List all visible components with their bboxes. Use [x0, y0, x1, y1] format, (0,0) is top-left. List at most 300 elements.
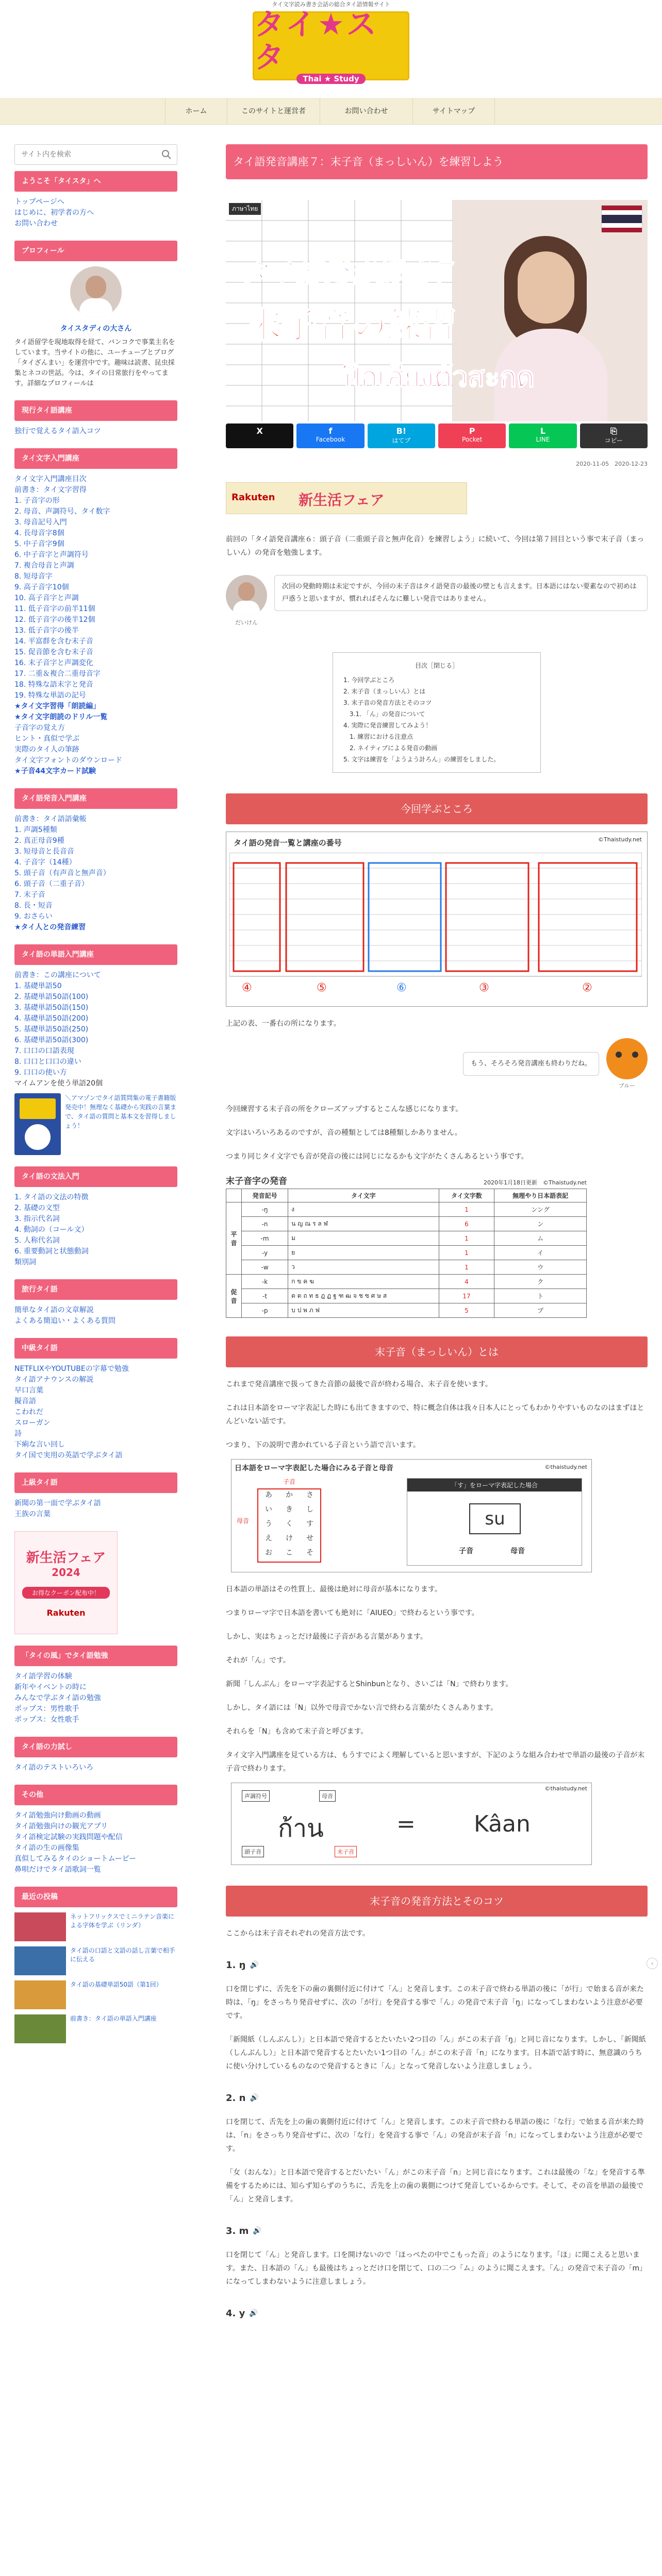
subheading-text: 4. y	[226, 2308, 245, 2319]
kana-grid	[257, 1488, 321, 1563]
share-bar	[226, 423, 648, 448]
table-cell: ク	[494, 1275, 587, 1289]
section-heading-1: 今回学ぶところ	[226, 793, 648, 824]
search-box	[14, 144, 177, 165]
share-icon: L	[540, 426, 546, 436]
speaker-icon[interactable]: 🔊	[249, 2309, 258, 2317]
grammar-link[interactable]: 類別詞	[14, 1258, 36, 1266]
share-label: はてブ	[392, 437, 411, 444]
kana-cell: せ	[306, 1534, 313, 1543]
pronounce-link[interactable]: 前書き：タイ語語彙帳	[14, 815, 87, 823]
basics-link[interactable]: 16. 末子音字と声調変化	[14, 659, 93, 667]
subheading-ng	[226, 1958, 648, 1972]
other-head: その他	[14, 1785, 177, 1805]
study-link[interactable]: みんなで学ぶタイ語の勉強	[14, 1694, 101, 1702]
table-cell: น ญ ณ ร ล ฬ	[288, 1217, 439, 1231]
profile-avatar	[70, 266, 122, 318]
table-row	[226, 1217, 587, 1231]
post-dates: 2020-11-05 2020-12-23	[576, 461, 648, 467]
ad-coupon: お得なクーポン配布中！	[22, 1587, 110, 1599]
nav-home[interactable]: ホーム	[165, 98, 227, 125]
paragraph: タイ文字入門講座を見ている方は、もうすでによく理解していると思いますが、下記のような組み合わせで単語の最後の子音が末子音で終わります。	[226, 1751, 645, 1773]
table-row	[226, 1303, 587, 1318]
section-heading-3: 末子音の発音方法とそのコツ	[226, 1886, 648, 1917]
basics-link[interactable]: 4. 長母音字8個	[14, 529, 64, 537]
chart1-site: ©Thaistudy.net	[598, 836, 642, 843]
share-button[interactable]	[226, 423, 293, 448]
vocab-link[interactable]: 4. 基礎単語50語(200)	[14, 1014, 89, 1023]
welcome-link[interactable]: お問い合わせ	[14, 219, 58, 228]
speech-bubble: 次回の発動時期は未定ですが、今回の末子音はタイ語発音の最後の壁とも言えます。日本語にはない要素なので初めは戸惑うと思いますが、慣れればそんなに難しい発音ではありません。	[274, 575, 648, 611]
toc-item[interactable]: 2. 末子音（まっしいん）とは	[343, 688, 426, 695]
pronounce-widget	[14, 788, 177, 933]
share-button[interactable]	[580, 423, 648, 448]
pronunciation-chart-image	[226, 832, 648, 1007]
kana-cell: さ	[306, 1491, 313, 1499]
nav-about[interactable]: このサイトと運営者	[227, 98, 320, 125]
table-cell: イ	[494, 1246, 587, 1260]
basics-link[interactable]: 11. 低子音字の前半11個	[14, 605, 95, 613]
pronounce-link[interactable]: 9. おさらい	[14, 912, 53, 921]
basics-link[interactable]: 子音字の覚え方	[14, 724, 65, 732]
test-widget	[14, 1737, 177, 1773]
pronounce-link[interactable]: 3. 短母音と長音音	[14, 848, 74, 856]
intro-text: 前回の「タイ語発音講座６：頭子音（二重頭子音と無声化音）を練習しよう」に続いて、今回は第７回目という事で末子音（まっしいん）の発音を勉強します。	[226, 535, 644, 557]
vocab-extra: マイムアンを使う単語20個	[14, 1079, 103, 1088]
paragraph: つまり、下の説明で書かれている子音という語で言います。	[226, 1441, 420, 1449]
kana-cell: そ	[306, 1549, 313, 1557]
pronounce-link[interactable]: 2. 真正母音9種	[14, 837, 64, 845]
welcome-link[interactable]: はじめに、初学者の方へ	[14, 209, 94, 217]
middle-link[interactable]: スローガン	[14, 1419, 51, 1427]
paragraph: ここからは末子音それぞれの発音方法です。	[226, 1929, 370, 1938]
ad-banner-text: 新生活フェア	[299, 492, 385, 509]
mascot-bubble: もう、そろそろ発音講座も終わりだね。	[463, 1052, 599, 1076]
chart1-graphic	[229, 853, 642, 1002]
table-cell: プ	[494, 1303, 587, 1318]
table-cell: -n	[242, 1217, 288, 1231]
main-nav	[0, 98, 662, 125]
phrases-link[interactable]: 簡単なタイ語の文章解説	[14, 1306, 94, 1314]
diagram1-cons: 子音	[459, 1547, 473, 1555]
table-cell: ด ต ถ ท ธ ฎ ฏ ฐ ฑ ฒ จ ช ซ ศ ษ ส	[288, 1289, 439, 1303]
grammar-head: タイ語の文法入門	[14, 1166, 177, 1187]
middle-link[interactable]: 詩	[14, 1430, 22, 1438]
kana-cell: き	[286, 1505, 293, 1514]
table-row	[226, 1202, 587, 1217]
table-cell: 1	[439, 1246, 494, 1260]
basics-link[interactable]: ヒント・真似で学ぶ	[14, 735, 79, 743]
basics-link[interactable]: 実際のタイ人の筆跡	[14, 745, 79, 754]
table-row	[226, 1289, 587, 1303]
after-chart: 上記の表、一番右の所になります。	[226, 1020, 341, 1028]
upper-link[interactable]: 新聞の第一面で学ぶタイ語	[14, 1499, 101, 1507]
speech-bubble-row	[226, 575, 648, 626]
table-cell: -ŋ	[242, 1202, 288, 1217]
diagram1-left: 子音	[283, 1478, 296, 1485]
syllable-diagram	[231, 1783, 592, 1865]
pronounce-link[interactable]: 4. 子音字（14種）	[14, 858, 76, 867]
diagram2-eq: =	[396, 1811, 416, 1837]
vocab-link[interactable]: 3. 基礎単語50語(150)	[14, 1004, 89, 1012]
paragraph: 新聞「しんぶん」をローマ字表記するとShinbunとなり、さいごは「N」で終わります。	[226, 1680, 513, 1688]
final-consonant-table	[226, 1174, 587, 1318]
profile-widget	[14, 241, 177, 389]
table-cell: ก ข ค ฆ	[288, 1275, 439, 1289]
table-cell: 4	[439, 1275, 494, 1289]
grammar-link[interactable]: 5. 人称代名詞	[14, 1236, 60, 1245]
ad-brand: Rakuten	[46, 1608, 86, 1618]
recent-post[interactable]	[14, 1912, 177, 1941]
logo-subtitle: Thai ★ Study	[296, 74, 365, 84]
grammar-link[interactable]: 2. 基礎の文型	[14, 1204, 60, 1212]
table-cell: -p	[242, 1303, 288, 1318]
phrases-head: 旅行タイ語	[14, 1279, 177, 1300]
basics-link[interactable]: 14. 平富群を含む末子音	[14, 637, 93, 646]
basics-link[interactable]: 12. 低子音字の後半12個	[14, 616, 95, 624]
paragraph: つまりローマ字で日本語を書いても絶対に「AIUEO」で終わるという事です。	[226, 1609, 479, 1617]
bubble-name: だいけん	[235, 619, 258, 626]
recent-post[interactable]	[14, 1980, 177, 2009]
page-title: タイ語発音講座７：末子音（まっしいん）を練習しよう	[226, 144, 648, 179]
middle-link[interactable]: 下痢な言い回し	[14, 1440, 65, 1449]
other-link[interactable]: 鼻唄だけでタイ語歌詞一覧	[14, 1866, 101, 1874]
other-widget	[14, 1785, 177, 1875]
paragraph: それらを「N」も含めて末子音と呼びます。	[226, 1727, 368, 1736]
table-row	[226, 1275, 587, 1289]
basics-link[interactable]: 3. 母音記号入門	[14, 518, 67, 527]
share-label: LINE	[536, 436, 550, 443]
test-head: タイ語の力試し	[14, 1737, 177, 1757]
grammar-widget	[14, 1166, 177, 1268]
basics-link[interactable]: 2. 母音、声調符号、タイ数字	[14, 507, 110, 516]
recent-post[interactable]	[14, 2014, 177, 2043]
chart1-num: ③	[479, 981, 489, 994]
basics-link[interactable]: タイ文字入門講座目次	[14, 475, 87, 483]
subheading-text: 3. m	[226, 2225, 249, 2236]
search-icon[interactable]	[161, 149, 172, 160]
table-cell: ย	[288, 1246, 439, 1260]
table-header: タイ文字数	[439, 1189, 494, 1202]
toc-item[interactable]: 4. 実際に発音練習してみよう！	[343, 722, 432, 729]
paragraph: つまり同じタイ文字でも音が発音の後には同じになるかも文字がたくさんあるという事です。	[226, 1153, 528, 1161]
toc-item[interactable]: 1. 練習における注意点	[343, 733, 413, 740]
paragraph: それが「ん」です。	[226, 1656, 290, 1665]
kana-cell: う	[265, 1520, 272, 1528]
nav-sitemap[interactable]: サイトマップ	[412, 98, 495, 125]
basics-link[interactable]: 15. 促音節を含む末子音	[14, 648, 93, 656]
paragraph: 「新聞紙（しんぶんし）」と日本語で発音するとたいたい2つ目の「ん」がこの末子音「ŋ」と同じ音になります。しかし、「新聞紙（しんぶんし）」と日本語で発音するとたいたい1つ目の「ん」がこの末子音「n」になります。日本語で話す時に、無意識のうちに使い分けしているものなので発音するときに「ん」となって発音しないよう注意しましょう。	[226, 2036, 646, 2071]
table-cell: 6	[439, 1217, 494, 1231]
vocab-link[interactable]: 9. 口口の使い方	[14, 1069, 67, 1077]
share-icon: B!	[396, 426, 407, 436]
recent-post-thumbnail	[14, 1912, 66, 1941]
study-link[interactable]: タイ語学習の体験	[14, 1672, 72, 1681]
ad-title: 新生活フェア	[26, 1550, 106, 1566]
sidebar-ad-banner[interactable]	[14, 1531, 118, 1634]
rakuten-ad-banner[interactable]	[226, 482, 467, 514]
upper-link[interactable]: 王族の言葉	[14, 1510, 51, 1518]
basics-link[interactable]: 前書き：タイ文字習得	[14, 486, 87, 494]
basics-link[interactable]: ★子音44文字カード試験	[14, 767, 96, 775]
share-icon: f	[328, 426, 333, 436]
pronounce-head: タイ語発音入門講座	[14, 788, 177, 809]
toc-item[interactable]: 3. 末子音の発音方法とそのコツ	[343, 699, 432, 706]
paragraph: 口を閉じて、舌先を上の歯の裏側付近に付けて「ん」と発音します。この末子音で終わる単語の後に「な行」で始まる音が来た時は、「n」をさっちり発音せずに、次の「な行」を発音する事で「ん」の発音が末子音「n」になってしまわないよう注意が必要です。	[226, 2118, 644, 2153]
basics-link[interactable]: 9. 高子音字10個	[14, 583, 69, 591]
diagram1-right-title: 「す」をローマ字表記した場合	[407, 1479, 582, 1492]
recent-post-thumbnail	[14, 1946, 66, 1975]
diagram2-roman: Kâan	[474, 1811, 531, 1837]
table-cell: ウ	[494, 1260, 587, 1275]
test-link[interactable]: タイ語のテストいろいろ	[14, 1764, 94, 1772]
popular-link[interactable]: 独行で覚えるタイ語入コツ	[14, 427, 101, 435]
vocab-widget	[14, 944, 177, 1155]
toc-item[interactable]: 1. 今回学ぶところ	[343, 676, 395, 684]
recent-post-title: タイ語の口語と文語の話し言葉で相手に伝える	[70, 1947, 175, 1963]
table-cell: 5	[439, 1303, 494, 1318]
middle-link[interactable]: NETFLIXやYOUTUBEの字幕で勉強	[14, 1365, 129, 1373]
toc-item[interactable]: 5. 文字は練習を「ようよう計ろん」の練習をしました。	[343, 756, 500, 763]
basics-link[interactable]: タイ文字フォントのダウンロード	[14, 756, 123, 765]
basics-link[interactable]: 19. 特殊な単語の記号	[14, 691, 86, 700]
paragraph: 「女（おんな）」と日本語で発音するとだいたい「ん」がこの末子音「n」と同じ音になります。これは最後の「な」を発音する準備をするためには、知らず知らずのうちに、舌先を上の歯の裏側につけて発音しているからです。そして、その音を単語の最後で「ん」と発音します。	[226, 2168, 645, 2204]
toc-head[interactable]: 目次［閉じる］	[415, 662, 458, 669]
table-title: 末子音字の発音	[226, 1176, 287, 1187]
share-icon: P	[469, 426, 475, 436]
vocab-link[interactable]: 6. 基礎単語50語(300)	[14, 1036, 89, 1044]
diagram2-label: 母音	[319, 1790, 336, 1802]
diagram1-bottom: 母音	[237, 1517, 250, 1524]
table-header: 無理やり日本語表記	[494, 1189, 587, 1202]
paragraph: 文字はいろいろあるのですが、音の種類としては8種類しかありません。	[226, 1129, 462, 1137]
vocab-link[interactable]: 2. 基礎単語50語(100)	[14, 993, 89, 1001]
diagram1-su: su	[469, 1503, 521, 1534]
table-cell: ンング	[494, 1202, 587, 1217]
basics-link[interactable]: 17. 二重＆複合二重母音字	[14, 670, 101, 678]
middle-link[interactable]: タイ語アナウンスの解説	[14, 1376, 94, 1384]
paragraph: 今回練習する末子音の所をクローズアップするとこんな感じになります。	[226, 1105, 463, 1113]
basics-link[interactable]: ★タイ文字朗読のドリル一覧	[14, 713, 108, 721]
vocab-link[interactable]: 前書き：この講座について	[14, 971, 101, 979]
other-link[interactable]: タイ語勉強向け動画の動画	[14, 1811, 101, 1820]
site-tagline: タイ文字読み書き会話の総合タイ語情報サイト	[272, 1, 390, 8]
profile-head: プロフィール	[14, 241, 177, 261]
article	[226, 144, 648, 2320]
diagram1-right-box	[407, 1478, 582, 1566]
basics-link[interactable]: 1. 子音字の形	[14, 497, 60, 505]
basics-link[interactable]: 13. 低子音字の後半	[14, 626, 79, 635]
paragraph: これは日本語をローマ字表記した時にも出てきますので、特に概念自体は我々日本人にとってもわかりやすいものなのはまずほとんどいない話です。	[226, 1404, 644, 1426]
table-cell: -y	[242, 1246, 288, 1260]
basics-link[interactable]: 6. 中子音字と声調符号	[14, 551, 89, 559]
pronounce-link[interactable]: 8. 長・短音	[14, 902, 53, 910]
upper-head: 上級タイ語	[14, 1472, 177, 1493]
other-link[interactable]: 真似してみるタイのショートムービー	[14, 1855, 137, 1863]
sidebar	[14, 144, 177, 2055]
table-group-cell: 平音	[226, 1202, 242, 1275]
vocab-link[interactable]: 1. 基礎単語50	[14, 982, 62, 990]
basics-link[interactable]: 8. 短母音字	[14, 572, 53, 581]
search-input[interactable]	[15, 145, 149, 164]
share-label: Pocket	[461, 436, 483, 443]
book-cover-image	[14, 1093, 61, 1155]
recent-post-thumbnail	[14, 2014, 66, 2043]
kana-cell: あ	[265, 1491, 272, 1499]
share-button[interactable]	[438, 423, 506, 448]
table-row	[226, 1260, 587, 1275]
share-icon: X	[256, 426, 263, 436]
pronounce-link[interactable]: ★タイ人との発音練習	[14, 923, 86, 931]
table-cell: 1	[439, 1231, 494, 1246]
study-head: 「タイの風」でタイ語勉強	[14, 1646, 177, 1666]
middle-link[interactable]: タイ国で実用の英語で学ぶタイ語	[14, 1451, 123, 1460]
share-button[interactable]	[296, 423, 364, 448]
phrases-link[interactable]: よくある簡追い・よくある質問	[14, 1317, 115, 1325]
pronounce-link[interactable]: 7. 末子音	[14, 891, 45, 899]
welcome-head: ようこそ「タイスタ」へ	[14, 171, 177, 192]
study-link[interactable]: ポップス：男性歌手	[14, 1705, 79, 1713]
chart1-title: タイ語の発音一覧と講座の番号	[234, 838, 342, 848]
table-cell: ト	[494, 1289, 587, 1303]
recent-head: 最近の投稿	[14, 1887, 177, 1907]
phrases-widget	[14, 1279, 177, 1327]
welcome-widget	[14, 171, 177, 229]
table-cell: 1	[439, 1202, 494, 1217]
basics-link[interactable]: 7. 複合母音と声調	[14, 562, 74, 570]
middle-link[interactable]: 早口言葉	[14, 1386, 43, 1395]
basics-link[interactable]: 10. 高子音字と声調	[14, 594, 79, 602]
grammar-link[interactable]: 3. 指示代名詞	[14, 1215, 60, 1223]
recent-post[interactable]	[14, 1946, 177, 1975]
subheading-n	[226, 2091, 648, 2105]
speaker-icon[interactable]: 🔊	[250, 2094, 259, 2102]
other-link[interactable]: タイ語検定試験の実践問題や配信	[14, 1833, 123, 1841]
grammar-link[interactable]: 4. 動詞の（コール文）	[14, 1226, 89, 1234]
study-link[interactable]: 新年やイベントの時に	[14, 1683, 87, 1691]
table-header: 発音記号	[242, 1189, 288, 1202]
toc-item[interactable]: 3.1. 「ん」の発音について	[343, 710, 425, 718]
kana-cell: お	[265, 1549, 272, 1557]
toc-item[interactable]: 2. ネイティブによる発音の動画	[343, 744, 438, 752]
table-header: タイ文字	[288, 1189, 439, 1202]
table-cell: ン	[494, 1217, 587, 1231]
vocab-link[interactable]: 8. 口口と口口の違い	[14, 1058, 81, 1066]
chart1-num: ⑤	[317, 981, 327, 994]
table-cell: 17	[439, 1289, 494, 1303]
kana-cell: け	[286, 1534, 293, 1543]
table-row	[226, 1246, 587, 1260]
grammar-link[interactable]: 1. タイ語の文法の特徴	[14, 1193, 89, 1201]
table-of-contents	[333, 652, 541, 773]
table-cell: ม	[288, 1231, 439, 1246]
study-link[interactable]: ポップス：女性歌手	[14, 1716, 79, 1724]
share-label: コピー	[604, 437, 623, 444]
mascot-name: ブルー	[618, 1082, 636, 1089]
section-heading-2: 末子音（まっしいん）とは	[226, 1336, 648, 1367]
nav-contact[interactable]: お問い合わせ	[320, 98, 412, 125]
profile-name: タイスタディの大さん	[60, 325, 132, 333]
diagram2-label: 末子音	[335, 1846, 357, 1857]
pronounce-link[interactable]: 1. 声調5種類	[14, 826, 57, 834]
basics-link[interactable]: 18. 特殊な語末字と発音	[14, 681, 93, 689]
ad-banner-brand: Rakuten	[231, 492, 275, 503]
pronounce-link[interactable]: 5. 頭子音（有声音と無声音）	[14, 869, 110, 877]
basics-link[interactable]: ★タイ文字習得「朗読編」	[14, 702, 101, 710]
subheading-y	[226, 2306, 648, 2320]
middle-head: 中級タイ語	[14, 1338, 177, 1359]
vocab-link[interactable]: 7. 口口の口語表現	[14, 1047, 74, 1055]
recent-post-thumbnail	[14, 1980, 66, 2009]
share-button[interactable]	[368, 423, 435, 448]
welcome-link[interactable]: トップページへ	[14, 198, 64, 206]
mascot-icon	[606, 1038, 648, 1079]
share-icon: ⎘	[610, 426, 617, 436]
diagram1-title: 日本語をローマ字表記した場合にみる子音と母音	[235, 1464, 393, 1472]
romaji-diagram	[231, 1459, 592, 1572]
table-cell: -t	[242, 1289, 288, 1303]
table-header	[226, 1189, 242, 1202]
scroll-top-button[interactable]: ‹	[647, 1958, 658, 1969]
study-widget	[14, 1646, 177, 1725]
share-button[interactable]	[509, 423, 576, 448]
hero-line1: タイ語発音講座７	[241, 258, 455, 289]
diagram2-thai: ก้าน	[278, 1814, 324, 1843]
paragraph: 口を閉じて「ん」と発音します。口を開けないので「ほっぺたの中でこもった音」のようになります。「ほ」に聞こえると思います。また、日本語の「ん」も最後はちょっとだけ口を閉じて、口の二つ「ム」のように聞こえます。「ん」の発音で末子音の「m」になってしまわないように注意しましょう。	[226, 2251, 647, 2286]
diagram2-label: 声調符号	[242, 1790, 270, 1802]
subheading-m	[226, 2224, 648, 2238]
diagram2-label: 頭子音	[242, 1846, 264, 1857]
middle-link[interactable]: こわれだ	[14, 1408, 43, 1416]
vocab-promo[interactable]	[14, 1093, 177, 1155]
basics-widget	[14, 448, 177, 777]
pronounce-link[interactable]: 6. 頭子音（二重子音）	[14, 880, 89, 888]
speaker-icon[interactable]: 🔊	[253, 2227, 262, 2235]
table-cell: 1	[439, 1260, 494, 1275]
table-cell: ว	[288, 1260, 439, 1275]
grammar-link[interactable]: 6. 重要動詞と状態動詞	[14, 1247, 89, 1256]
chart1-num: ②	[582, 981, 592, 994]
basics-link[interactable]: 5. 中子音字9個	[14, 540, 64, 548]
other-link[interactable]: タイ語勉強向けの観光アプリ	[14, 1822, 108, 1831]
middle-link[interactable]: 擬音語	[14, 1397, 36, 1405]
site-logo[interactable]	[253, 7, 409, 83]
speaker-icon[interactable]: 🔊	[250, 1961, 259, 1969]
recent-post-title: 前書き：タイ語の単語入門講座	[70, 2015, 157, 2022]
kana-cell: し	[306, 1505, 313, 1514]
middle-widget	[14, 1338, 177, 1461]
vocab-link[interactable]: 5. 基礎単語50語(250)	[14, 1025, 89, 1033]
share-label: Facebook	[316, 436, 345, 443]
logo-text: タイ★スタ	[254, 7, 378, 75]
table-cell: ム	[494, 1231, 587, 1246]
basics-head: タイ文字入門講座	[14, 448, 177, 469]
recent-post-title: タイ語の基礎単語50語（第1回）	[70, 1981, 162, 1988]
subheading-text: 1. ŋ	[226, 1959, 246, 1971]
other-link[interactable]: タイ語の生の画像集	[14, 1844, 79, 1852]
paragraph: これまで発音講座で扱ってきた音節の最後で音が終わる場合、末子音を使います。	[226, 1380, 492, 1388]
table-cell: ง	[288, 1202, 439, 1217]
paragraph: 日本語の単語はその性質上、最後は絶対に母音が基本になります。	[226, 1585, 442, 1594]
recent-widget	[14, 1887, 177, 2043]
ad-year: 2024	[52, 1566, 80, 1579]
table-cell: -w	[242, 1260, 288, 1275]
hero-line3: ฝึกเสียงตัวสะกด	[344, 361, 535, 393]
table-site: ©Thaistudy.net	[543, 1179, 587, 1186]
hero-image	[226, 200, 648, 421]
table-row	[226, 1231, 587, 1246]
paragraph: しかし、タイ語には「N」以外で母音でかない言で終わる言葉がたくさんあります。	[226, 1704, 498, 1712]
